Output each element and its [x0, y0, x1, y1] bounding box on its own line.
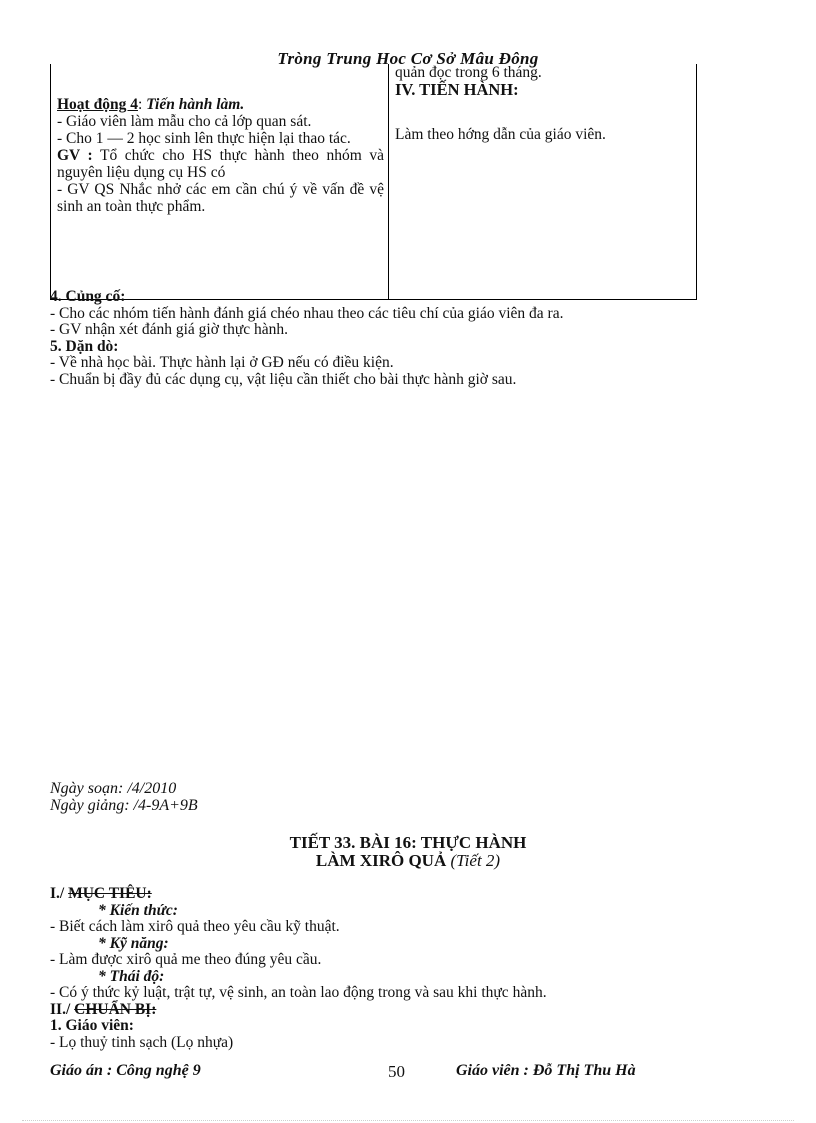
text-line: - GV nhận xét đánh giá giờ thực hành.	[50, 321, 288, 338]
page-bottom-divider	[22, 1120, 794, 1121]
text-line: - Làm được xirô quả me theo đúng yêu cầu.	[50, 951, 322, 968]
subheading: * Thái độ:	[98, 967, 165, 985]
student-line: Làm theo hớng dẫn của giáo viên.	[395, 126, 606, 143]
teaching-date: Ngày giảng: /4-9A+9B	[50, 796, 198, 814]
section-heading: 5. Dặn dò:	[50, 337, 119, 355]
activity-heading: Hoạt động 4: Tiến hành làm.	[57, 96, 245, 113]
page-number: 50	[388, 1062, 405, 1081]
activity-title: Tiến hành làm.	[146, 96, 245, 113]
activity-label: Hoạt động 4	[57, 96, 138, 113]
text-line: - Có ý thức kỷ luật, trật tự, vệ sinh, an toàn lao động trong và sau khi thực hành.	[50, 984, 547, 1001]
date-block	[50, 781, 198, 814]
subheading: 1. Giáo viên:	[50, 1017, 134, 1034]
activity-line: - Giáo viên làm mẫu cho cả lớp quan sát.	[57, 113, 312, 130]
prepared-date: Ngày soạn: /4/2010	[50, 780, 177, 797]
section-heading: II./ CHUẨN BỊ:	[50, 1000, 157, 1018]
objectives-section	[50, 886, 547, 1051]
teacher-activity-cell	[51, 64, 389, 300]
subheading: * Kỹ năng:	[98, 934, 169, 952]
text-line: - Cho các nhóm tiến hành đánh giá chéo nhau theo các tiêu chí của giáo viên đa ra.	[50, 304, 564, 322]
student-line: quản đọc trong 6 tháng.	[395, 64, 542, 81]
consolidation-section	[50, 289, 563, 388]
activity-line: - GV QS Nhắc nhở các em cần chú ý về vấn đề vệ sinh an toàn thực phẩm.	[57, 181, 384, 215]
section-heading: I./ MỤC TIÊU:	[50, 885, 152, 902]
activity-line: - Cho 1 — 2 học sinh lên thực hiện lại thao tác.	[57, 130, 351, 147]
activity-table	[50, 64, 697, 300]
procedure-heading: IV. TIẾN HÀNH:	[395, 80, 519, 99]
text-line: - Chuẩn bị đầy đủ các dụng cụ, vật liệu cần thiết cho bài thực hành giờ sau.	[50, 370, 517, 388]
section-heading: 4. Củng cố:	[50, 288, 126, 305]
gv-label: GV :	[57, 147, 93, 164]
lesson-title: TIẾT 33. BÀI 16: THỰC HÀNH	[289, 833, 527, 852]
student-activity-cell	[389, 64, 697, 300]
lesson-subtitle: LÀM XIRÔ QUẢ (Tiết 2)	[315, 851, 501, 870]
text-line: - Lọ thuỷ tinh sạch (Lọ nhựa)	[50, 1033, 234, 1051]
footer-course: Giáo án : Công nghệ 9	[50, 1062, 201, 1079]
lesson-part-note: (Tiết 2)	[450, 851, 501, 870]
activity-line: GV : Tổ chức cho HS thực hành theo nhóm và nguyên liệu dụng cụ HS có	[57, 147, 384, 181]
text-line: - Về nhà học bài. Thực hành lại ở GĐ nếu có điều kiện.	[50, 354, 394, 371]
page-header-school: Tròng Trung Hoc Cơ Sở Mâu Đông	[277, 49, 539, 68]
subheading: * Kiến thức:	[98, 901, 178, 919]
text-line: - Biết cách làm xirô quả theo yêu cầu kỹ thuật.	[50, 918, 340, 935]
footer-teacher: Giáo viên : Đỗ Thị Thu Hà	[456, 1062, 636, 1079]
